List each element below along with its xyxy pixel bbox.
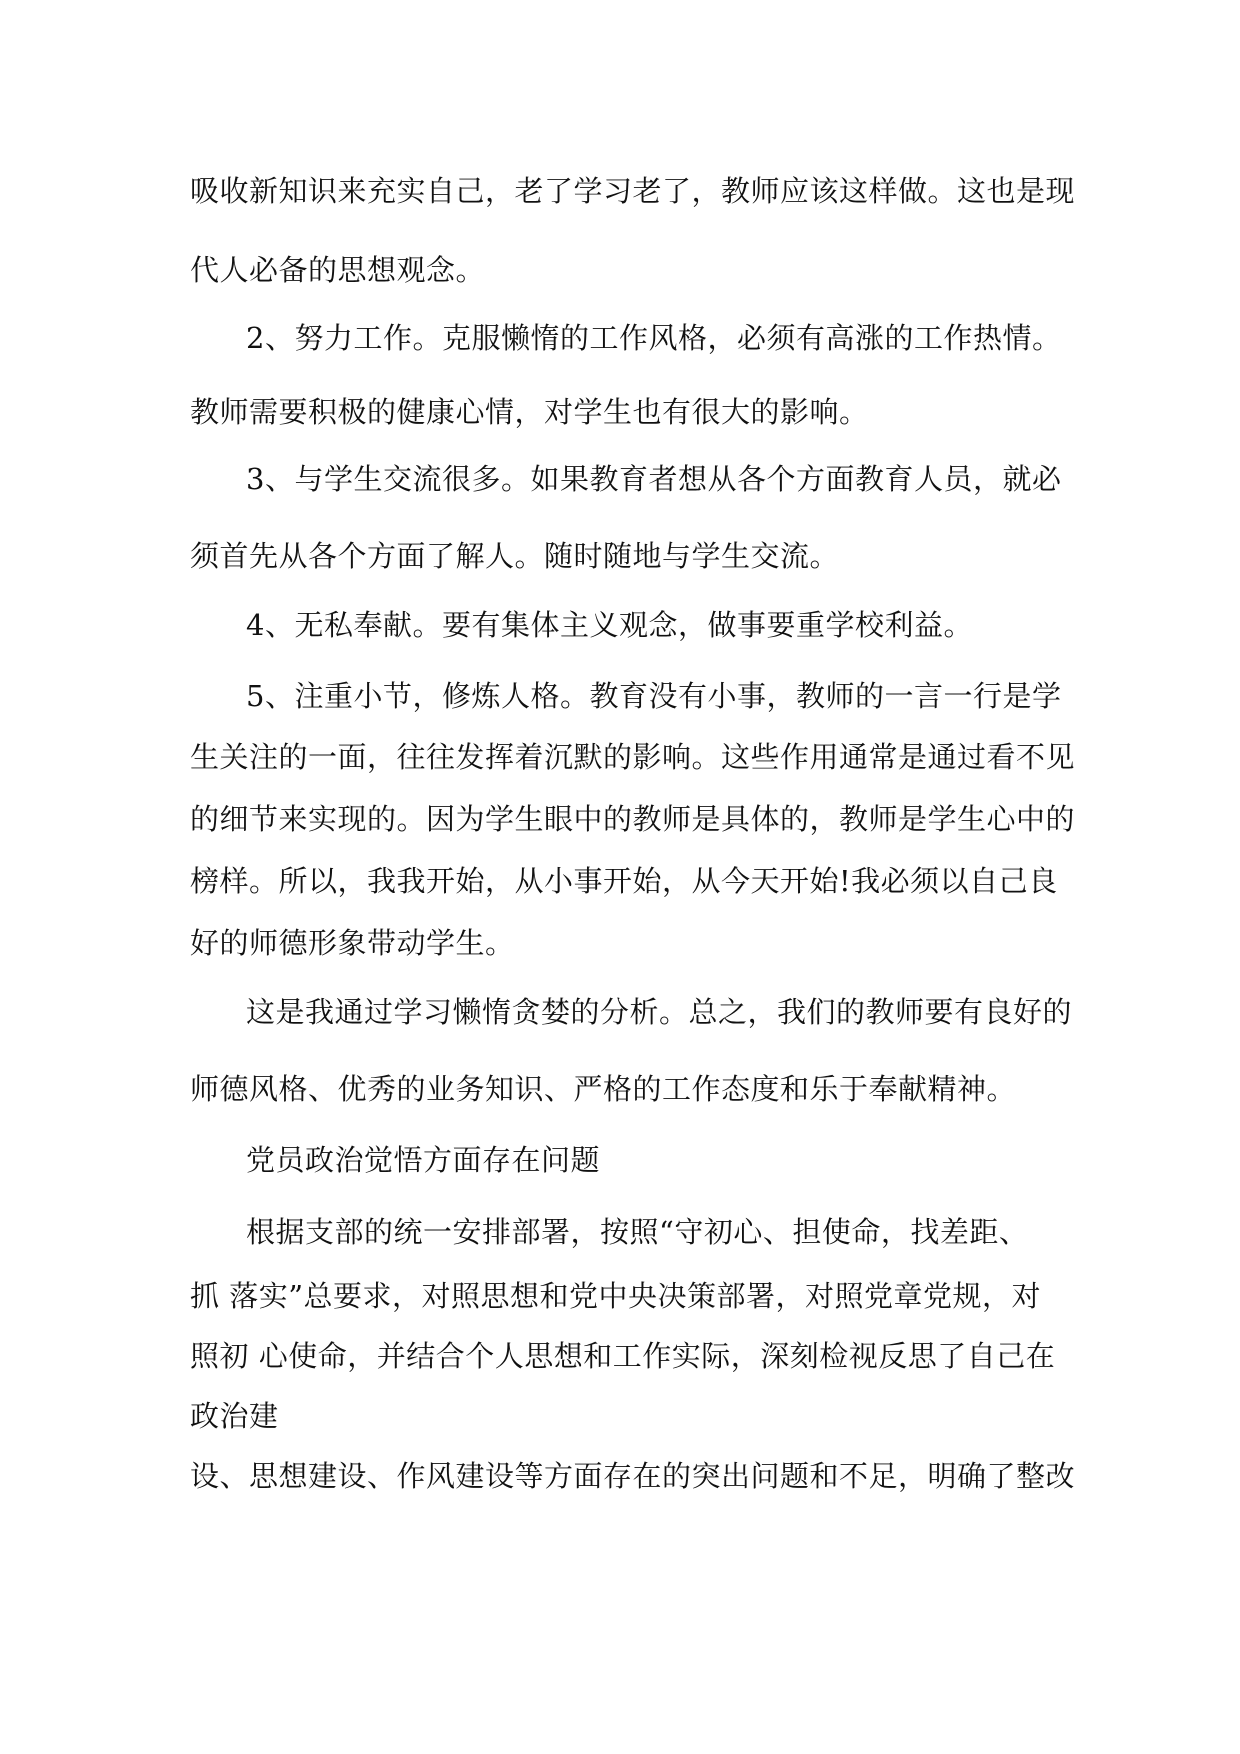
text-line: 抓 落实”总要求，对照思想和党中央决策部署，对照党章党规，对 — [190, 1279, 1042, 1313]
text-line: 政治建 — [190, 1399, 279, 1433]
text-line: 根据支部的统一安排部署，按照“守初心、担使命，找差距、 — [246, 1215, 1029, 1249]
text-line: 4、无私奉献。要有集体主义观念，做事要重学校利益。 — [246, 608, 973, 642]
text-line: 2、努力工作。克服懒惰的工作风格，必须有高涨的工作热情。 — [246, 321, 1062, 355]
text-line: 代人必备的思想观念。 — [190, 253, 486, 287]
text-line: 照初 心使命，并结合个人思想和工作实际，深刻检视反思了自己在 — [190, 1339, 1056, 1373]
text-line: 须首先从各个方面了解人。随时随地与学生交流。 — [190, 539, 840, 573]
text-line: 生关注的一面，往往发挥着沉默的影响。这些作用通常是通过看不见 — [190, 740, 1076, 774]
text-line: 5、注重小节，修炼人格。教育没有小事，教师的一言一行是学 — [246, 679, 1062, 713]
text-line: 吸收新知识来充实自己，老了学习老了，教师应该这样做。这也是现 — [190, 174, 1076, 208]
text-line: 师德风格、优秀的业务知识、严格的工作态度和乐于奉献精神。 — [190, 1072, 1017, 1106]
text-line: 这是我通过学习懒惰贪婪的分析。总之，我们的教师要有良好的 — [246, 995, 1073, 1029]
text-line: 教师需要积极的健康心情，对学生也有很大的影响。 — [190, 395, 869, 429]
text-line: 好的师德形象带动学生。 — [190, 926, 515, 960]
section-heading: 党员政治觉悟方面存在问题 — [246, 1143, 601, 1177]
text-line: 榜样。所以，我我开始，从小事开始，从今天开始!我必须以自己良 — [190, 864, 1058, 898]
text-line: 设、思想建设、作风建设等方面存在的突出问题和不足，明确了整改 — [190, 1459, 1076, 1493]
text-line: 3、与学生交流很多。如果教育者想从各个方面教育人员，就必 — [246, 462, 1062, 496]
text-line: 的细节来实现的。因为学生眼中的教师是具体的，教师是学生心中的 — [190, 802, 1076, 836]
